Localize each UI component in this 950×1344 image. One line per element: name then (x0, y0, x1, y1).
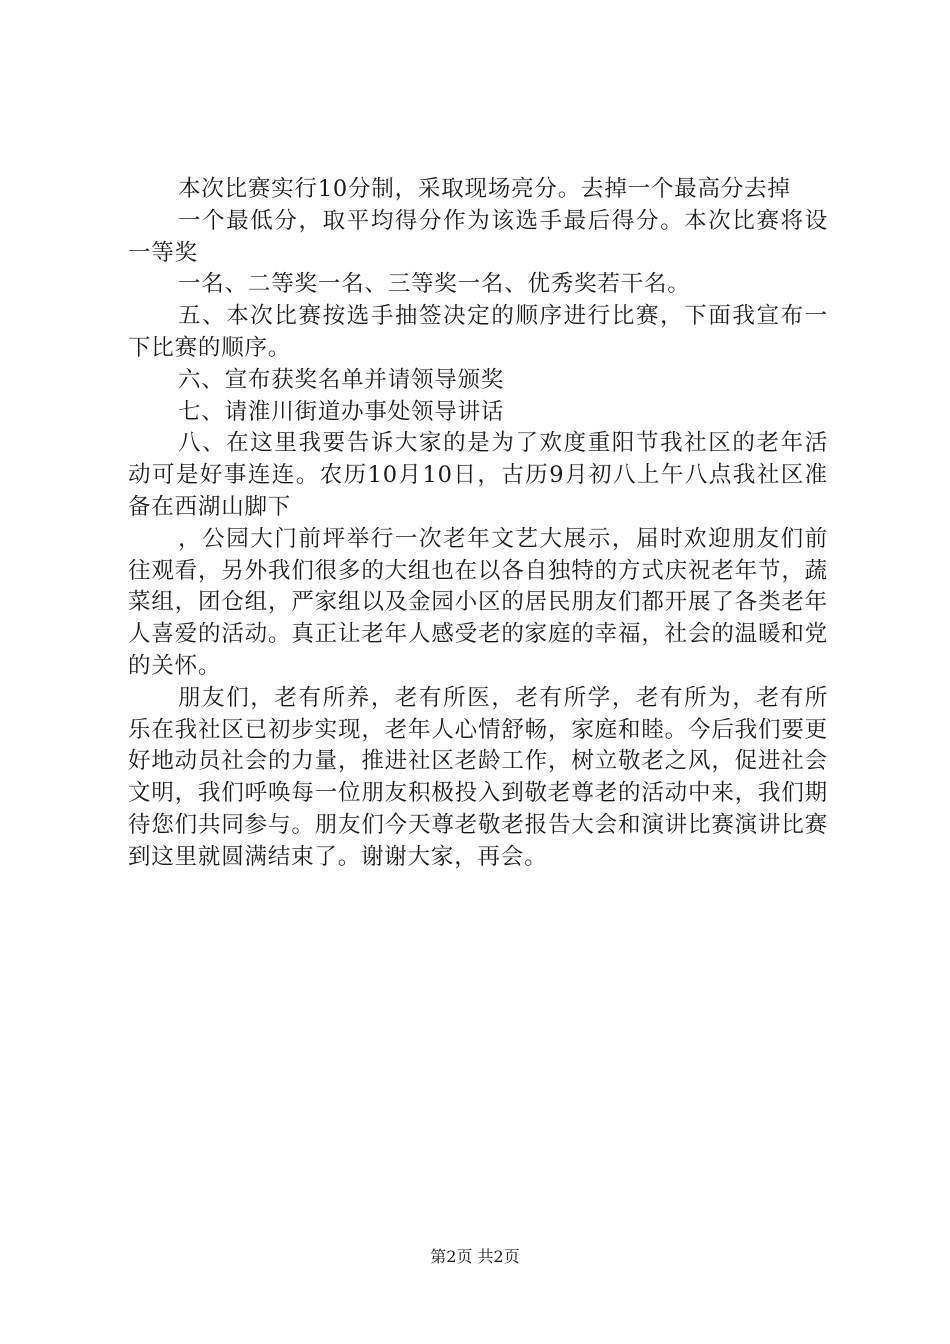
document-body (128, 174, 828, 874)
paragraph-item-eight: 八、在这里我要告诉大家的是为了欢度重阳节我社区的老年活动可是好事连连。农历10月10日，古历9月初八上午八点我社区准备在西湖山脚下 (128, 430, 828, 520)
paragraph-item-seven: 七、请淮川街道办事处领导讲话 (178, 398, 505, 425)
paragraph-closing: 朋友们，老有所养，老有所医，老有所学，老有所为，老有所乐在我社区已初步实现，老年人心情舒畅，家庭和睦。今后我们要更好地动员社会的力量，推进社区老龄工作，树立敬老之风，促进社会文明，我们呼唤每一位朋友积极投入到敬老尊老的活动中来，我们期待您们共同参与。朋友们今天尊老敬老报告大会和演讲比赛演讲比赛到这里就圆满结束了。谢谢大家，再会。 (128, 684, 828, 870)
paragraph-item-five: 五、本次比赛按选手抽签决定的顺序进行比赛，下面我宣布一下比赛的顺序。 (128, 303, 828, 361)
paragraph-item-six: 六、宣布获奖名单并请领导颁奖 (178, 366, 505, 393)
paragraph-scoring-average: 一个最低分，取平均得分作为该选手最后得分。本次比赛将设一等奖 (128, 207, 828, 266)
page-footer: 第2页 共2页 (430, 1247, 520, 1266)
paragraph-scoring-rule: 本次比赛实行10分制，采取现场亮分。去掉一个最高分去掉 (178, 176, 791, 202)
paragraph-event-description: ，公园大门前坪举行一次老年文艺大展示，届时欢迎朋友们前往观看，另外我们很多的大组也在以各自独特的方式庆祝老年节，蔬菜组，团仓组，严家组以及金园小区的居民朋友们都开展了各类老年人喜爱的活动。真正让老年人感受老的家庭的幸福，社会的温暖和党的关怀。 (128, 525, 828, 679)
paragraph-awards: 一名、二等奖一名、三等奖一名、优秀奖若干名。 (178, 271, 691, 298)
